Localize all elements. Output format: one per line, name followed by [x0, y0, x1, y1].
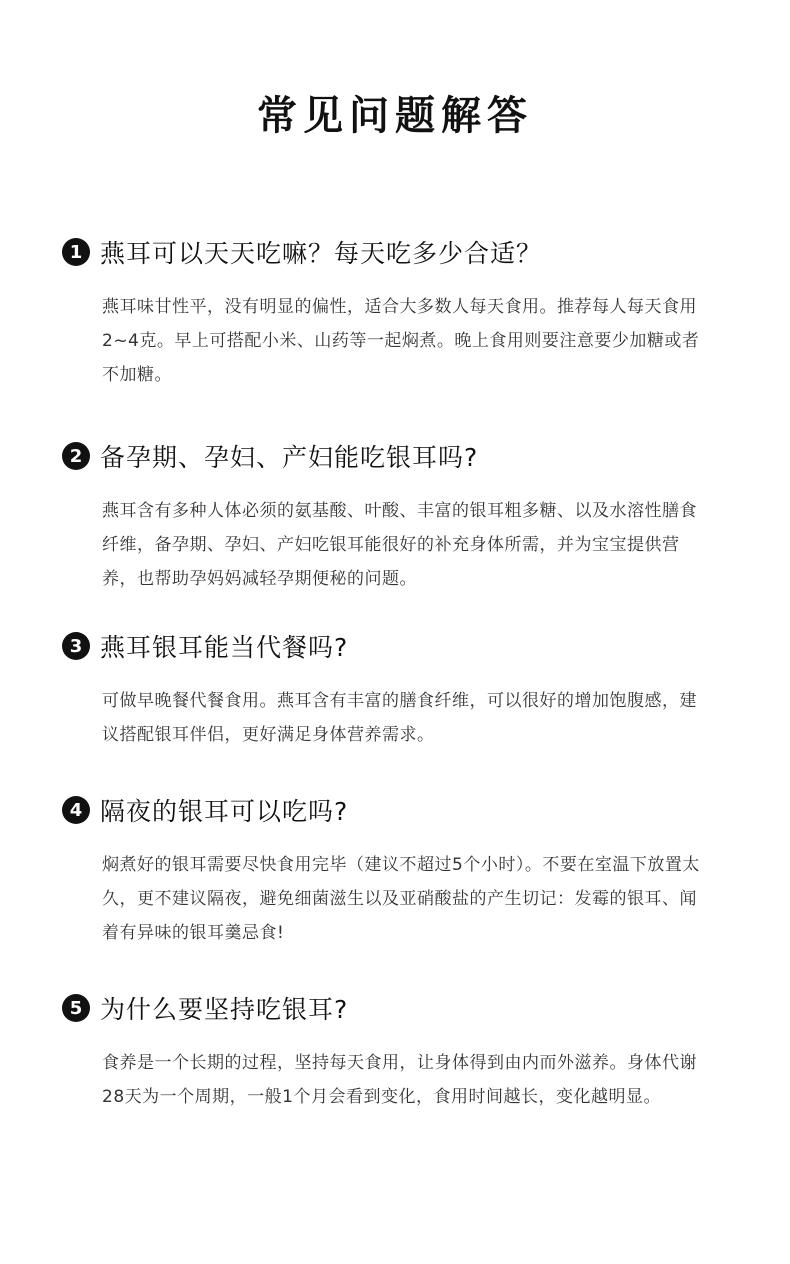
- answer-text: 燕耳含有多种人体必须的氨基酸、叶酸、丰富的银耳粗多糖、以及水溶性膳食纤维，备孕期、孕妇、产妇吃银耳能很好的补充身体所需，并为宝宝提供营养，也帮助孕妈妈减轻孕期便秘的问题。: [102, 501, 697, 589]
- faq-question: [62, 436, 702, 476]
- faq-item-5: [62, 988, 702, 1114]
- number-badge-icon: 4: [62, 796, 90, 824]
- number-badge-icon: 5: [62, 994, 90, 1022]
- question-text: 为什么要坚持吃银耳?: [100, 995, 349, 1024]
- faq-question: [62, 790, 702, 830]
- faq-question: [62, 626, 702, 666]
- question-text: 燕耳银耳能当代餐吗?: [100, 633, 349, 662]
- faq-item-1: [62, 232, 702, 392]
- faq-item-4: [62, 790, 702, 950]
- answer-text: 焖煮好的银耳需要尽快食用完毕（建议不超过5个小时）。不要在室温下放置太久，更不建议隔夜，避免细菌滋生以及亚硝酸盐的产生切记：发霉的银耳、闻着有异味的银耳羹忌食!: [102, 855, 700, 943]
- answer-text: 燕耳味甘性平，没有明显的偏性，适合大多数人每天食用。推荐每人每天食用2~4克。早上可搭配小米、山药等一起焖煮。晚上食用则要注意要少加糖或者不加糖。: [102, 297, 700, 385]
- faq-question: [62, 232, 702, 272]
- faq-item-2: [62, 436, 702, 596]
- number-badge-icon: 3: [62, 632, 90, 660]
- answer-text: 食养是一个长期的过程，坚持每天食用，让身体得到由内而外滋养。身体代谢28天为一个周期，一般1个月会看到变化，食用时间越长，变化越明显。: [102, 1053, 697, 1107]
- faq-item-3: [62, 626, 702, 752]
- faq-question: [62, 988, 702, 1028]
- question-text: 隔夜的银耳可以吃吗?: [100, 797, 349, 826]
- question-text: 备孕期、孕妇、产妇能吃银耳吗?: [100, 443, 479, 472]
- page-title: 常见问题解答: [257, 93, 533, 139]
- number-badge-icon: 1: [62, 238, 90, 266]
- number-badge-icon: 2: [62, 442, 90, 470]
- answer-text: 可做早晚餐代餐食用。燕耳含有丰富的膳食纤维，可以很好的增加饱腹感，建议搭配银耳伴侣，更好满足身体营养需求。: [102, 691, 697, 745]
- question-text: 燕耳可以天天吃嘛？每天吃多少合适？: [100, 239, 543, 268]
